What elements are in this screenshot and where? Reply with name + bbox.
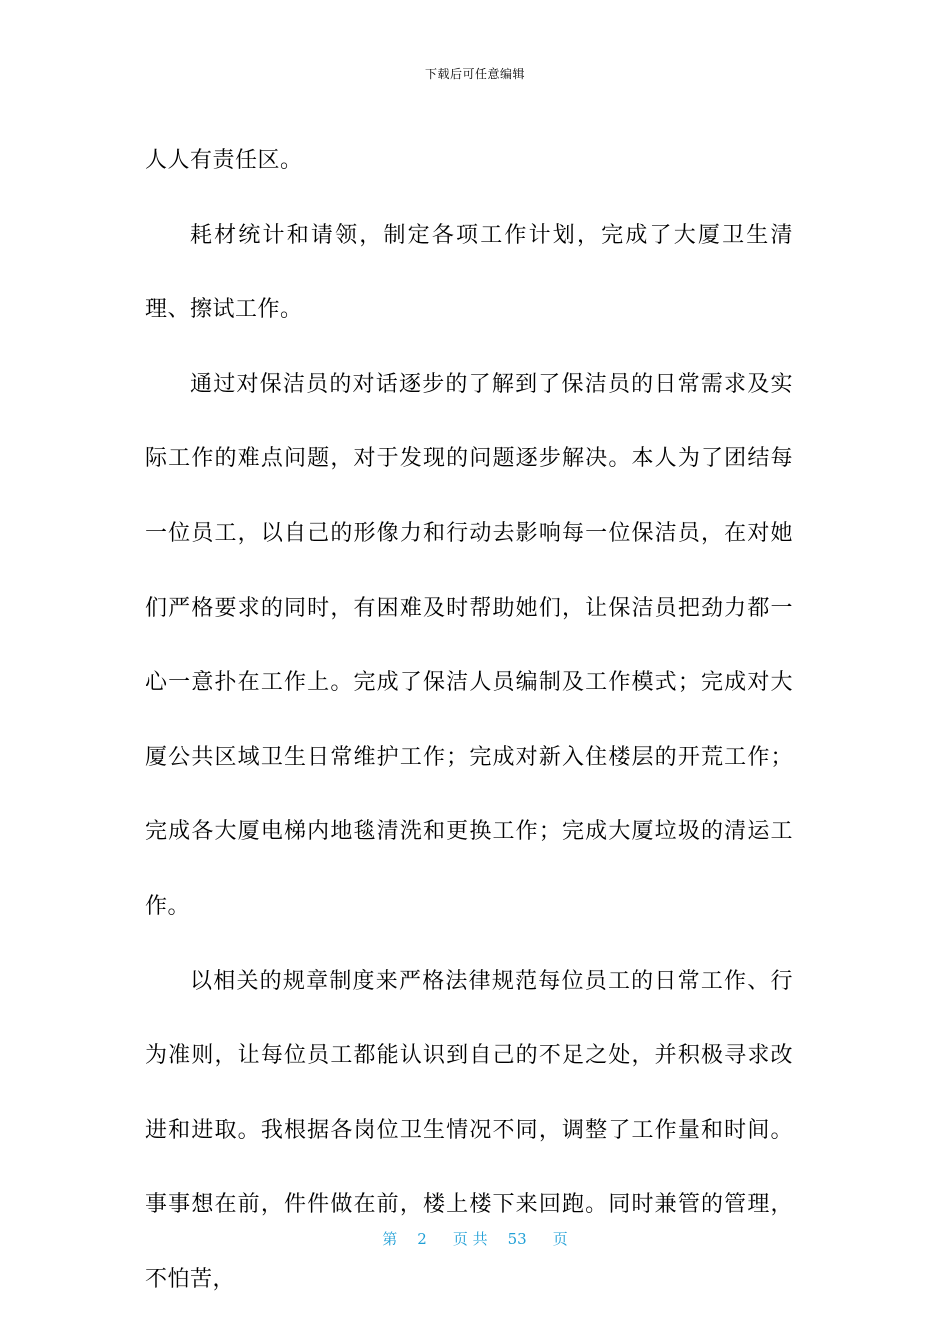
page-header xyxy=(0,66,950,82)
footer-total-pages: 53 xyxy=(507,1230,527,1248)
paragraph-1: 人人有责任区。 xyxy=(145,148,303,173)
footer-current-page: 2 xyxy=(417,1230,427,1248)
header-text: 下载后可任意编辑 xyxy=(424,67,525,81)
page-footer xyxy=(0,1229,950,1249)
footer-page-suffix: 页 xyxy=(552,1230,568,1248)
paragraph-4: 以相关的规章制度来严格法律规范每位员工的日常工作、行为准则，让每位员工都能认识到自己的不足之处，并积极寻求改进和进取。我根据各岗位卫生情况不同，调整了工作量和时间。事事想在前，件件做在前，楼上楼下来回跑。同时兼管的管理，不怕苦， xyxy=(145,968,793,1292)
document-body xyxy=(145,124,793,1318)
footer-page-mid: 页 共 xyxy=(452,1230,488,1248)
paragraph-2: 耗材统计和请领，制定各项工作计划，完成了大厦卫生清理、擦试工作。 xyxy=(145,222,793,323)
paragraph-3: 通过对保洁员的对话逐步的了解到了保洁员的日常需求及实际工作的难点问题，对于发现的问题逐步解决。本人为了团结每一位员工，以自己的形像力和行动去影响每一位保洁员，在对她们严格要求的同时，有困难及时帮助她们，让保洁员把劲力都一心一意扑在工作上。完成了保洁人员编制及工作模式；完成对大厦公共区域卫生日常维护工作；完成对新入住楼层的开荒工作；完成各大厦电梯内地毯清洗和更换工作；完成大厦垃圾的清运工作。 xyxy=(145,371,793,919)
footer-page-prefix: 第 xyxy=(382,1230,398,1248)
